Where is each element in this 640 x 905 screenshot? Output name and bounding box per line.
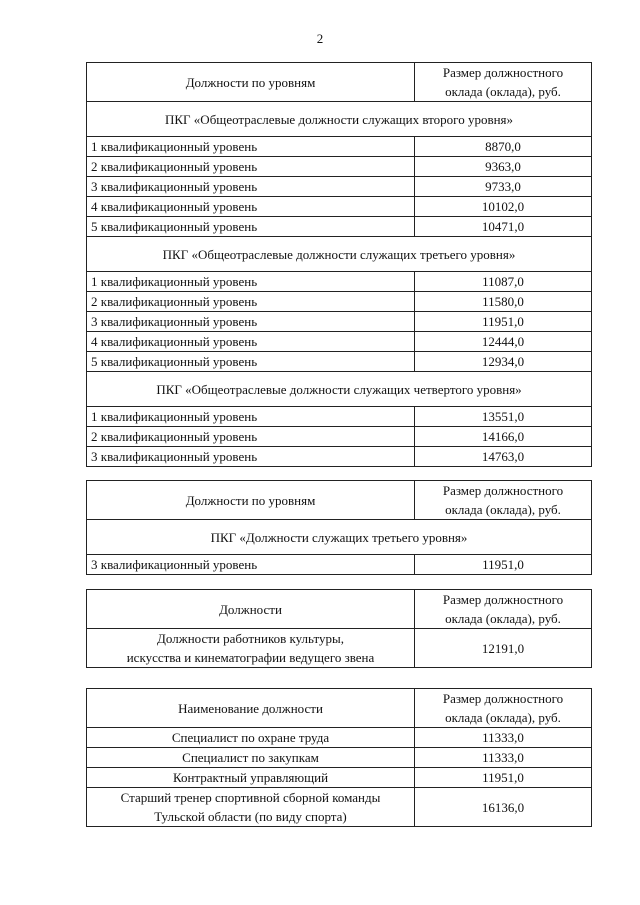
group-title-row	[87, 102, 592, 137]
table-row	[87, 292, 592, 312]
table-header-row	[87, 590, 592, 629]
group-title: ПКГ «Общеотраслевые должности служащих третьего уровня»	[87, 237, 592, 272]
level-cell: 3 квалификационный уровень	[87, 177, 415, 197]
table-row	[87, 332, 592, 352]
salary-cell: 12934,0	[415, 352, 592, 372]
table-row	[87, 197, 592, 217]
header-positions-by-level: Должности по уровням	[87, 481, 415, 520]
table-row	[87, 157, 592, 177]
salary-cell: 11951,0	[415, 768, 592, 788]
header-position-name: Наименование должности	[87, 689, 415, 728]
salary-cell: 11951,0	[415, 555, 592, 575]
group-title-row	[87, 520, 592, 555]
level-cell: 3 квалификационный уровень	[87, 447, 415, 467]
header-positions-by-level: Должности по уровням	[87, 63, 415, 102]
salary-cell: 13551,0	[415, 407, 592, 427]
group-title-row	[87, 372, 592, 407]
salary-cell: 10471,0	[415, 217, 592, 237]
level-cell: 4 квалификационный уровень	[87, 197, 415, 217]
header-salary-line1: Размер должностного	[442, 691, 564, 706]
header-salary-line1: Размер должностного	[442, 65, 564, 80]
salary-cell: 10102,0	[415, 197, 592, 217]
salary-cell: 12191,0	[415, 629, 592, 668]
position-line1: Должности работников культуры,	[157, 631, 344, 646]
salary-cell: 14166,0	[415, 427, 592, 447]
header-salary-line2: оклада (оклада), руб.	[445, 611, 561, 626]
position-cell: Специалист по закупкам	[87, 748, 415, 768]
salary-table-culture-positions	[86, 589, 592, 668]
salary-cell: 11087,0	[415, 272, 592, 292]
group-title-row	[87, 237, 592, 272]
level-cell: 4 квалификационный уровень	[87, 332, 415, 352]
salary-cell: 11333,0	[415, 728, 592, 748]
table-row	[87, 748, 592, 768]
header-salary	[415, 481, 592, 520]
position-cell: Специалист по охране труда	[87, 728, 415, 748]
salary-table-general-positions	[86, 62, 592, 467]
header-salary-line2: оклада (оклада), руб.	[445, 710, 561, 725]
position-cell	[87, 629, 415, 668]
group-title: ПКГ «Общеотраслевые должности служащих второго уровня»	[87, 102, 592, 137]
table-row	[87, 728, 592, 748]
salary-table-named-positions	[86, 688, 592, 827]
table-row	[87, 407, 592, 427]
header-positions: Должности	[87, 590, 415, 629]
header-salary	[415, 63, 592, 102]
header-salary-line2: оклада (оклада), руб.	[445, 502, 561, 517]
table-row	[87, 217, 592, 237]
page-number: 2	[316, 31, 324, 46]
level-cell: 2 квалификационный уровень	[87, 157, 415, 177]
salary-cell: 11333,0	[415, 748, 592, 768]
table-header-row	[87, 63, 592, 102]
level-cell: 3 квалификационный уровень	[87, 312, 415, 332]
table-row	[87, 272, 592, 292]
header-salary-line1: Размер должностного	[442, 483, 564, 498]
table-row	[87, 352, 592, 372]
header-salary	[415, 590, 592, 629]
table-row	[87, 137, 592, 157]
level-cell: 3 квалификационный уровень	[87, 555, 415, 575]
level-cell: 2 квалификационный уровень	[87, 427, 415, 447]
salary-cell: 8870,0	[415, 137, 592, 157]
table-row	[87, 629, 592, 668]
table-row	[87, 788, 592, 827]
salary-cell: 11951,0	[415, 312, 592, 332]
salary-cell: 16136,0	[415, 788, 592, 827]
salary-cell: 11580,0	[415, 292, 592, 312]
table-row	[87, 177, 592, 197]
header-salary-line1: Размер должностного	[442, 592, 564, 607]
table-row	[87, 447, 592, 467]
table-row	[87, 427, 592, 447]
level-cell: 2 квалификационный уровень	[87, 292, 415, 312]
position-cell: Контрактный управляющий	[87, 768, 415, 788]
group-title: ПКГ «Общеотраслевые должности служащих четвертого уровня»	[87, 372, 592, 407]
level-cell: 1 квалификационный уровень	[87, 407, 415, 427]
position-line2: искусства и кинематографии ведущего звена	[126, 650, 375, 665]
level-cell: 1 квалификационный уровень	[87, 272, 415, 292]
group-title: ПКГ «Должности служащих третьего уровня»	[87, 520, 592, 555]
level-cell: 1 квалификационный уровень	[87, 137, 415, 157]
salary-cell: 9363,0	[415, 157, 592, 177]
position-line1: Старший тренер спортивной сборной команды	[120, 790, 381, 805]
table-header-row	[87, 481, 592, 520]
table-row	[87, 555, 592, 575]
salary-cell: 14763,0	[415, 447, 592, 467]
table-row	[87, 768, 592, 788]
salary-cell: 12444,0	[415, 332, 592, 352]
level-cell: 5 квалификационный уровень	[87, 217, 415, 237]
position-cell	[87, 788, 415, 827]
level-cell: 5 квалификационный уровень	[87, 352, 415, 372]
salary-cell: 9733,0	[415, 177, 592, 197]
position-line2: Тульской области (по виду спорта)	[154, 809, 347, 824]
table-header-row	[87, 689, 592, 728]
header-salary-line2: оклада (оклада), руб.	[445, 84, 561, 99]
salary-table-third-level-positions	[86, 480, 592, 575]
header-salary	[415, 689, 592, 728]
table-row	[87, 312, 592, 332]
